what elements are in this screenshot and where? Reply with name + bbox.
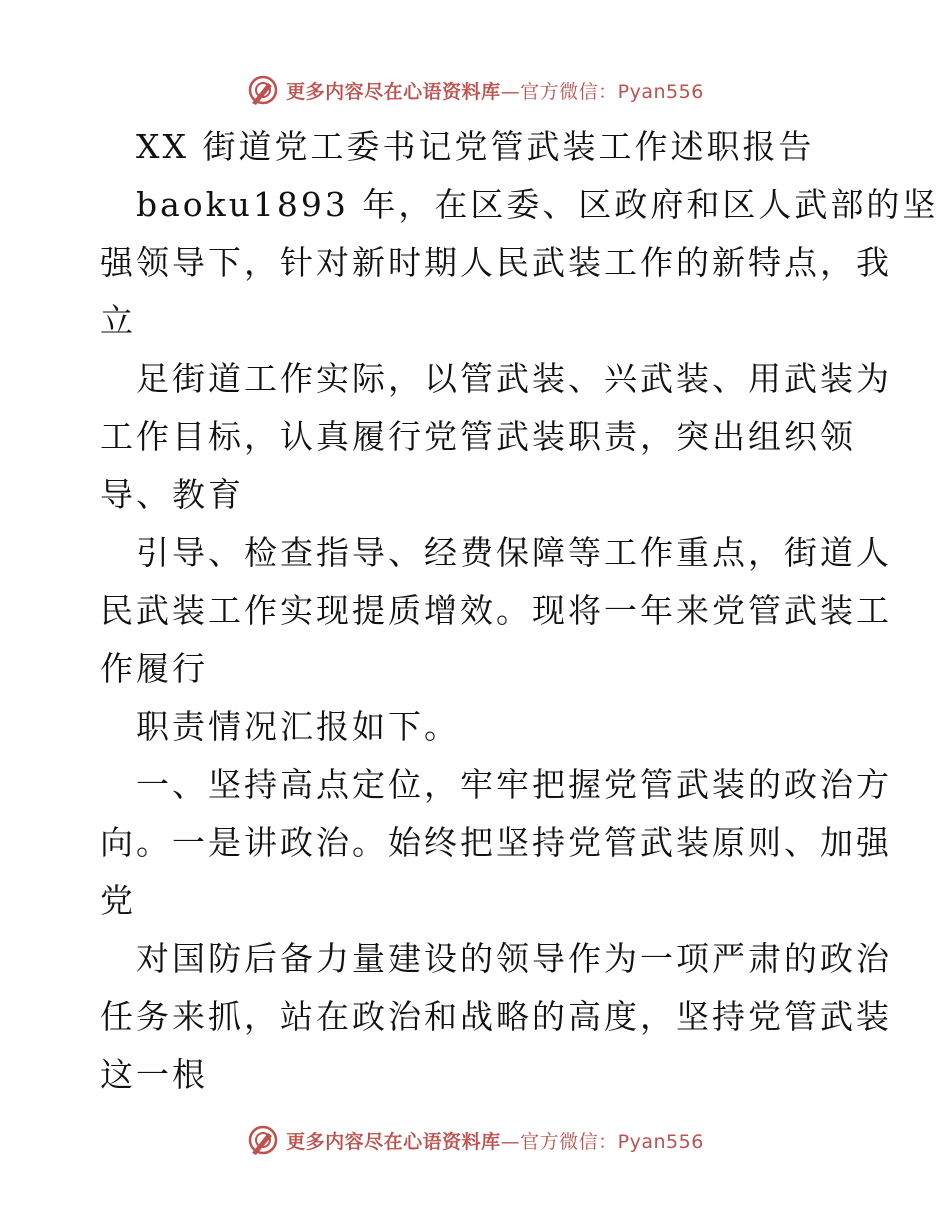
footer-banner — [0, 1120, 950, 1160]
footer-wechat-text: 官方微信：Pyan556 — [520, 1130, 704, 1153]
body-text-line: 立 — [100, 301, 136, 340]
body-text-line: 这一根 — [100, 1055, 208, 1094]
body-text-line: 作履行 — [100, 649, 208, 688]
document-body — [100, 118, 939, 1104]
body-text-line: 导、教育 — [100, 475, 244, 514]
header-banner-text — [286, 77, 704, 104]
document-title: XX 街道党工委书记党管武装工作述职报告 — [136, 127, 815, 166]
header-separator: — — [500, 80, 521, 103]
header-wechat-text: 官方微信：Pyan556 — [520, 80, 704, 103]
body-text-line: 引导、检查指导、经费保障等工作重点，街道人 — [136, 533, 892, 572]
pen-circle-logo-icon — [246, 73, 280, 107]
body-text-line: 对国防后备力量建设的领导作为一项严肃的政治 — [136, 939, 892, 978]
header-site-text: 更多内容尽在心语资料库 — [286, 80, 501, 103]
body-text-line: 党 — [100, 881, 136, 920]
body-text-line: 足街道工作实际，以管武装、兴武装、用武装为 — [136, 359, 892, 398]
header-banner — [0, 70, 950, 110]
body-text-line: 向。一是讲政治。始终把坚持党管武装原则、加强 — [100, 823, 892, 862]
body-text-line: baoku1893 年，在区委、区政府和区人武部的坚 — [136, 185, 939, 224]
footer-separator: — — [500, 1130, 521, 1153]
body-text-line: 工作目标，认真履行党管武装职责，突出组织领 — [100, 417, 856, 456]
body-text-line: 一、坚持高点定位，牢牢把握党管武装的政治方 — [136, 765, 892, 804]
body-text-line: 强领导下，针对新时期人民武装工作的新特点，我 — [100, 243, 892, 282]
body-text-line: 民武装工作实现提质增效。现将一年来党管武装工 — [100, 591, 892, 630]
body-text-line: 职责情况汇报如下。 — [136, 707, 460, 746]
body-text-line: 任务来抓，站在政治和战略的高度，坚持党管武装 — [100, 997, 892, 1036]
footer-banner-text — [286, 1127, 704, 1154]
footer-site-text: 更多内容尽在心语资料库 — [286, 1130, 501, 1153]
pen-circle-logo-icon — [246, 1123, 280, 1157]
